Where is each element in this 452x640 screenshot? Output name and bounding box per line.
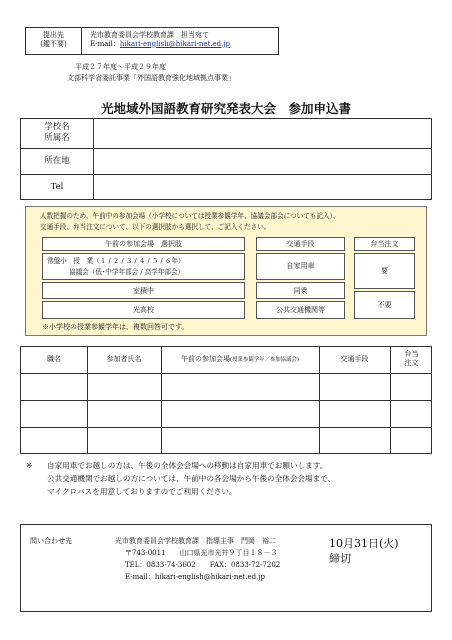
col-transport-header: 交通手段 [340, 355, 369, 363]
transport-public-label: 公共交通機関等 [276, 306, 325, 314]
venue-murozumi-label: 室積中 [133, 287, 154, 295]
col-bento-header [390, 350, 433, 368]
note-line-3: マイクロバスを用意しておりますのでご利用ください。 [47, 487, 237, 496]
venue-header [42, 237, 245, 251]
address-field[interactable] [94, 149, 431, 174]
table-row[interactable] [21, 428, 431, 454]
transport-option-car [256, 253, 345, 280]
submit-email-line [90, 40, 230, 49]
venue-header-label: 午前の参加会場 選択肢 [105, 240, 182, 248]
deadline-label: 締切 [329, 552, 351, 565]
table-row[interactable] [21, 401, 431, 428]
bento-option-yes [354, 253, 415, 289]
venue-hikari-high-label: 光高校 [133, 306, 154, 314]
submit-email-link[interactable]: hikari-english@hikari-net.ed.jp [119, 39, 231, 48]
transport-header [256, 237, 345, 251]
tel-field[interactable] [94, 175, 431, 200]
submit-label-cell [26, 28, 82, 54]
instructions-box [25, 206, 427, 336]
address-row [21, 149, 431, 175]
school-info-table [20, 118, 432, 200]
col-venue-header-sub: (授業参観学年／参加協議会) [230, 357, 299, 363]
transport-option-carpool [256, 282, 345, 299]
venue-option-hikari-high [42, 301, 245, 319]
transport-carpool-label: 同乗 [293, 287, 308, 295]
instructions-line-2: 交通手段、弁当注文について、以下の選択肢から選択して、ご記入ください。 [40, 223, 271, 231]
venue-option-murozumi [42, 282, 245, 299]
submit-to-box [25, 27, 279, 55]
contact-box [20, 524, 432, 612]
col-venue-header-main: 午前の参加会場 [181, 355, 231, 363]
transport-car-label: 自家用車 [286, 262, 315, 270]
transport-option-public [256, 301, 345, 319]
participants-table [20, 346, 432, 454]
table-row[interactable] [21, 374, 431, 401]
tel-label: Tel [50, 182, 64, 192]
school-name-field[interactable] [94, 119, 431, 148]
venue-tokiwa-class: 常盤小 授 業（１ / ２ / ３ / ４ / ５ / ６年） [47, 257, 185, 265]
contact-address: 〒743-0011 山口県光市光井９丁目１８－３ [125, 549, 278, 557]
bento-option-no [354, 291, 415, 319]
contact-label: 問い合わせ先 [30, 537, 72, 545]
transport-header-label: 交通手段 [286, 240, 315, 248]
contact-org: 光市教育委員会学校教育課 指導主事 門岡 裕二 [115, 537, 276, 545]
tel-row [21, 175, 431, 200]
email-prefix: E-mail： [90, 39, 120, 48]
contact-email[interactable]: E-mail：hikari-english@hikari-net.ed.jp [125, 573, 266, 581]
col-venue-header [161, 355, 319, 364]
bento-no-label: 不要 [377, 301, 392, 309]
contact-phone: TEL：0833-74-3602 FAX：0833-72-7202 [125, 561, 281, 569]
page-title: 光地域外国語教育研究発表大会 参加申込書 [100, 101, 351, 116]
bento-yes-label: 要 [381, 267, 388, 275]
col-name-header: 参加者氏名 [106, 355, 142, 363]
school-name-row [21, 119, 431, 149]
note-line-2: 公共交通機関でお越しの方については、午前中の各会場から午後の全体会会場まで、 [47, 474, 336, 483]
note-mark: ※ [26, 461, 33, 470]
col-bento-header-2: 注文 [404, 358, 419, 367]
deadline-date: 10月31日(火) [329, 537, 399, 550]
project-name: 文部科学省委託事業「外国語教育強化地域拠点事業」 [67, 74, 235, 82]
table-header-row [21, 347, 431, 374]
instructions-note: ※小学校の授業参観学年は、複数回答可です。 [42, 323, 189, 331]
instructions-line-1: 人数把握のため、午前中の参加会場（小学校については授業参観学年、協議会部会についても記入）、 [40, 212, 340, 220]
bento-header-label: 弁当注文 [370, 240, 399, 248]
school-name-label-2: 所属名 [44, 132, 70, 143]
submit-label: 提出先 [43, 31, 64, 39]
school-name-label-1: 学校名 [44, 122, 70, 132]
submit-info [90, 31, 230, 49]
submit-to: 光市教育委員会学校教育課 担当宛て [90, 31, 209, 39]
school-name-label [21, 122, 93, 143]
venue-tokiwa-council: 協議会（低･中学年部会 / 高学年部会） [69, 268, 185, 276]
note-line-1: 自家用車でお越しの方は、午後の全体会会場への移動は自家用車でお願いします。 [47, 461, 328, 470]
venue-option-tokiwa [42, 253, 245, 280]
bento-header [354, 237, 415, 251]
period: 平成２７年度～平成２９年度 [75, 63, 166, 71]
address-label: 所在地 [44, 156, 70, 166]
cover-label: (鑑不要) [40, 39, 67, 48]
col-role-header: 職名 [47, 355, 61, 363]
col-bento-header-1: 弁当 [404, 350, 419, 358]
